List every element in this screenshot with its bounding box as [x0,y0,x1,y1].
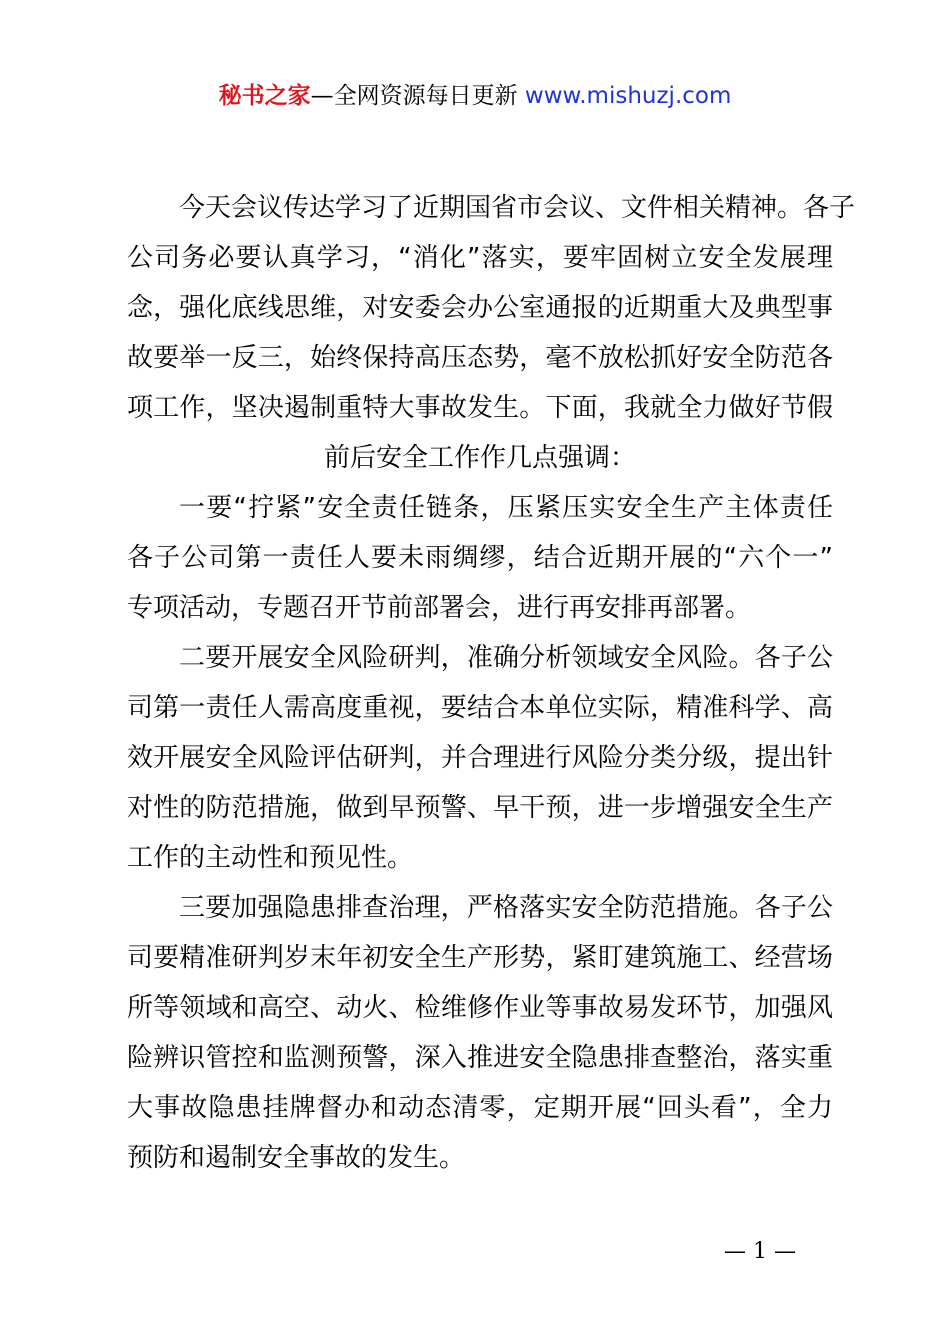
site-brand: 秘书之家 [218,83,311,109]
document-body [127,183,856,1183]
page-number: — 1 — [724,1239,796,1264]
paragraph-line: 一要“拧紧”安全责任链条，压紧压实安全生产主体责任 [179,493,833,523]
paragraph-line: 项工作，坚决遏制重特大事故发生。下面，我就全力做好节假 [127,393,833,423]
site-tagline: —全网资源每日更新 [310,83,525,109]
site-header [0,80,950,112]
paragraph-line: 对性的防范措施，做到早预警、早干预，进一步增强安全生产 [127,793,833,823]
paragraph-line: 公司务必要认真学习，“消化”落实，要牢固树立安全发展理 [127,243,833,273]
paragraph-line: 效开展安全风险评估研判，并合理进行风险分类分级，提出针 [127,743,833,773]
paragraph-line: 预防和遏制安全事故的发生。 [127,1143,466,1173]
paragraph-line: 司第一责任人需高度重视，要结合本单位实际，精准科学、高 [127,693,833,723]
paragraph-line: 故要举一反三，始终保持高压态势，毫不放松抓好安全防范各 [127,343,833,373]
paragraph-line: 各子公司第一责任人要未雨绸缪，结合近期开展的“六个一” [127,543,833,573]
site-url-link[interactable]: www.mishuzj.com [524,83,732,109]
paragraph-line: 险辨识管控和监测预警，深入推进安全隐患排查整治，落实重 [127,1043,833,1073]
paragraph-line: 三要加强隐患排查治理，严格落实安全防范措施。各子公 [179,893,833,923]
paragraph-line: 今天会议传达学习了近期国省市会议、文件相关精神。各子 [179,193,856,223]
paragraph-line: 前后安全工作作几点强调： [323,443,636,473]
paragraph-line: 司要精准研判岁末年初安全生产形势，紧盯建筑施工、经营场 [127,943,833,973]
paragraph-line: 专项活动，专题召开节前部署会，进行再安排再部署。 [127,593,752,623]
paragraph-line: 大事故隐患挂牌督办和动态清零，定期开展“回头看”，全力 [127,1093,833,1123]
paragraph-line: 工作的主动性和预见性。 [127,843,414,873]
paragraph-line: 所等领域和高空、动火、检维修作业等事故易发环节，加强风 [127,993,833,1023]
paragraph-line: 念，强化底线思维，对安委会办公室通报的近期重大及典型事 [127,293,833,323]
paragraph-line: 二要开展安全风险研判，准确分析领域安全风险。各子公 [179,643,833,673]
